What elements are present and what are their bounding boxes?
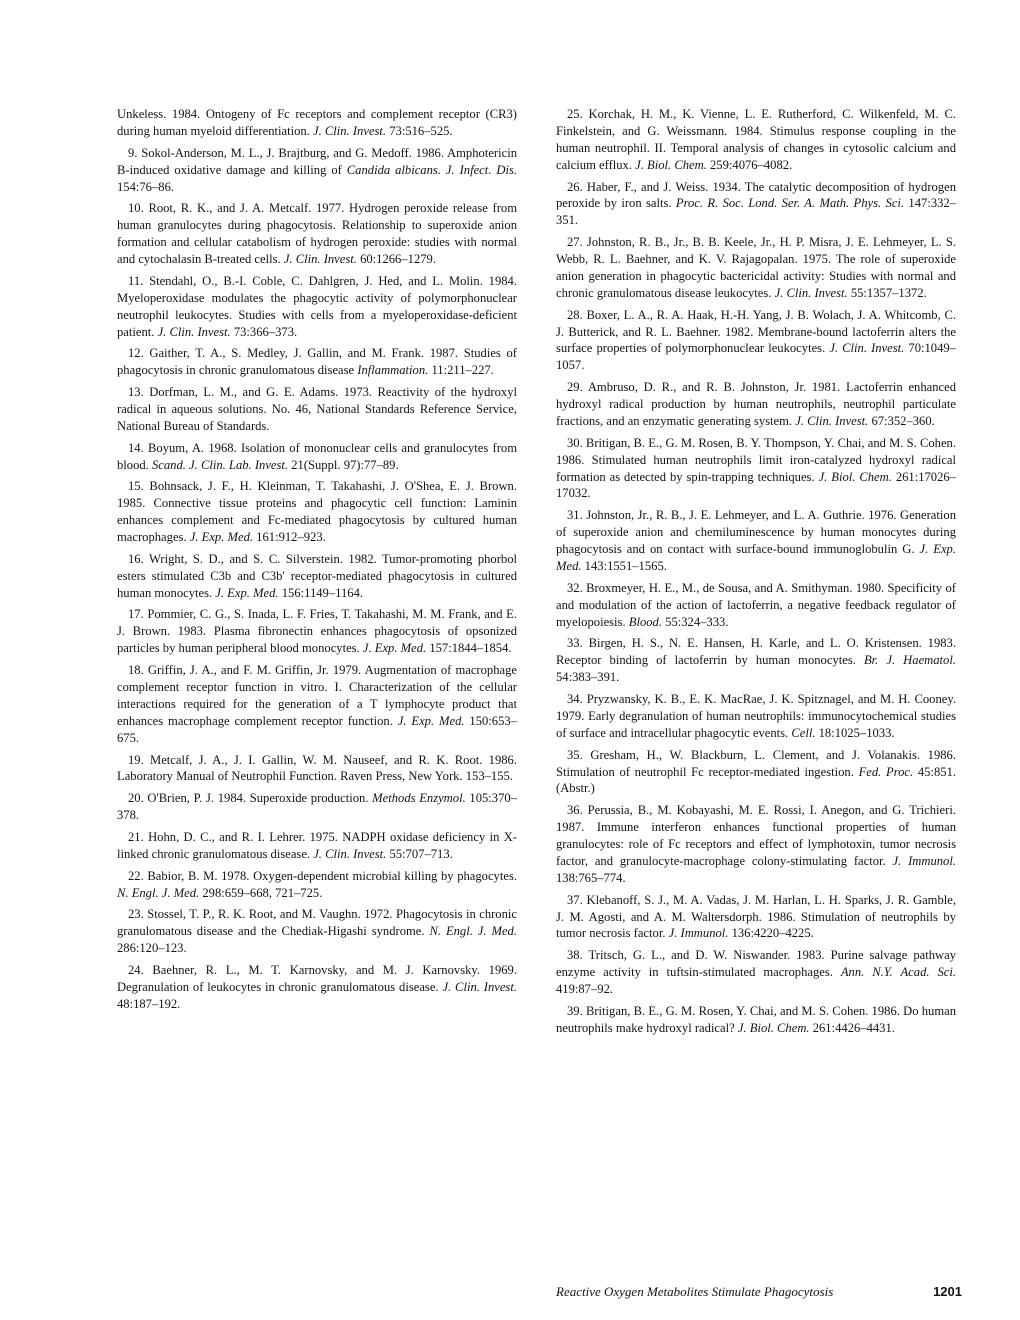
reference-citation: 48:187–192.	[117, 996, 181, 1011]
reference-citation: 157:1844–1854.	[426, 641, 512, 656]
reference-citation: 161:912–923.	[253, 530, 326, 545]
reference-text: 24. Baehner, R. L., M. T. Karnovsky, and M. J. Karnovsky. 1969. Degranulation of leukocytes in chronic granulomatous disease.	[117, 962, 517, 994]
reference-text: 15. Bohnsack, J. F., H. Kleinman, T. Takahashi, J. O'Shea, E. J. Brown. 1985. Connective tissue proteins and phagocytic cell function: Laminin enhances complement and Fc-mediated phagocytosis by cultured human macrophages.	[117, 479, 517, 545]
reference-citation: 138:765–774.	[556, 870, 626, 885]
reference-journal: J. Biol. Chem.	[737, 1020, 810, 1035]
reference-text: 16. Wright, S. D., and S. C. Silverstein. 1982. Tumor-promoting phorbol esters stimulated C3b and C3b' receptor-mediated phagocytosis in cultured human monocytes.	[117, 551, 517, 600]
reference-entry	[556, 691, 956, 742]
reference-journal: J. Clin. Invest.	[442, 979, 517, 994]
reference-entry	[556, 307, 956, 375]
reference-text: 26. Haber, F., and J. Weiss. 1934. The catalytic decomposition of hydrogen peroxide by iron salts.	[556, 179, 956, 211]
reference-text: 38. Tritsch, G. L., and D. W. Niswander. 1983. Purine salvage pathway enzyme activity in tuftsin-stimulated macrophages.	[556, 948, 956, 980]
reference-entry	[556, 179, 956, 230]
reference-entry	[117, 478, 517, 546]
reference-citation: 156:1149–1164.	[278, 585, 364, 600]
reference-citation: 55:707–713.	[386, 846, 453, 861]
reference-citation: 136:4220–4225.	[728, 926, 814, 941]
reference-text: 13. Dorfman, L. M., and G. E. Adams. 1973. Reactivity of the hydroxyl radical in aqueous solutions. No. 46, National Standards Reference Service, National Bureau of Standards.	[117, 385, 517, 433]
page-footer	[556, 1284, 962, 1300]
reference-text: Unkeless. 1984. Ontogeny of Fc receptors and complement receptor (CR3) during human myeloid differentiation.	[117, 107, 517, 138]
reference-text: 17. Pommier, C. G., S. Inada, L. F. Fries, T. Takahashi, M. M. Frank, and E. J. Brown. 1983. Plasma fibronectin enhances phagocytosis of opsonized particles by human peripheral blood monocytes.	[117, 607, 517, 656]
reference-entry	[117, 345, 517, 379]
reference-citation: 150:653–675.	[117, 713, 517, 745]
page-number: 1201	[933, 1284, 962, 1299]
reference-entry	[117, 752, 517, 786]
reference-journal: N. Engl. J. Med.	[429, 924, 517, 939]
reference-journal: J. Clin. Invest.	[774, 285, 848, 300]
reference-journal: J. Clin. Invest.	[157, 324, 231, 339]
reference-citation: 261:17026–17032.	[556, 469, 956, 501]
reference-entry	[556, 635, 956, 686]
reference-entry	[117, 906, 517, 957]
reference-text: 30. Britigan, B. E., G. M. Rosen, B. Y. Thompson, Y. Chai, and M. S. Cohen. 1986. Stimulated human neutrophils limit iron-catalyzed hydroxyl radical formation as detected by spin-trapping techniques.	[556, 435, 956, 484]
reference-citation: 67:352–360.	[868, 413, 935, 428]
reference-citation: 286:120–123.	[117, 941, 187, 956]
reference-journal: J. Exp. Med.	[397, 713, 465, 728]
reference-entry	[117, 440, 517, 474]
reference-text: 9. Sokol-Anderson, M. L., J. Brajtburg, and G. Medoff. 1986. Amphotericin B-induced oxidative damage and killing of	[117, 145, 517, 177]
reference-journal: J. Clin. Invest.	[829, 341, 905, 356]
reference-text: 36. Perussia, B., M. Kobayashi, M. E. Rossi, I. Anegon, and G. Trichieri. 1987. Immune interferon enhances functional properties of human granulocytes: role of Fc receptors and effect of lymphotoxin, tumor necrosis factor, and granulocyte-macrophage colony-stimulating factor.	[556, 803, 956, 868]
reference-text: 27. Johnston, R. B., Jr., B. B. Keele, Jr., H. P. Misra, J. E. Lehmeyer, L. S. Webb, R. L. Baehner, and K. V. Rajagopalan. 1975. The role of superoxide anion generation in phagocytic bactericidal activity: Studies with normal and chronic granulomatous disease leukocytes.	[556, 235, 956, 300]
reference-text: 39. Britigan, B. E., G. M. Rosen, Y. Chai, and M. S. Cohen. 1986. Do human neutrophils make hydroxyl radical?	[556, 1003, 956, 1035]
reference-text: 28. Boxer, L. A., R. A. Haak, H.-H. Yang, J. B. Wolach, J. A. Whitcomb, C. J. Butterick, and R. L. Baehner. 1982. Membrane-bound lactoferrin alters the surface properties of polymorphonuclear leukocytes.	[556, 307, 956, 356]
reference-journal: Fed. Proc.	[858, 764, 914, 779]
references-left-column	[117, 106, 517, 1018]
reference-journal: J. Biol. Chem.	[818, 469, 892, 484]
reference-citation: 18:1025–1033.	[815, 725, 895, 740]
reference-journal: Inflammation.	[357, 363, 429, 378]
reference-entry	[117, 551, 517, 602]
reference-entry	[556, 435, 956, 503]
reference-entry	[117, 106, 517, 140]
references-right-column	[556, 106, 956, 1042]
reference-text: 19. Metcalf, J. A., J. I. Gallin, W. M. Nauseef, and R. K. Root. 1986. Laboratory Manual of Neutrophil Function. Raven Press, New York. 153–155.	[117, 752, 517, 784]
reference-entry	[556, 747, 956, 798]
reference-citation: 298:659–668, 721–725.	[199, 885, 323, 900]
reference-text: 37. Klebanoff, S. J., M. A. Vadas, J. M. Harlan, L. H. Sparks, J. R. Gamble, J. M. Agosti, and A. M. Waltersdorph. 1986. Stimulation of neutrophils by tumor necrosis factor.	[556, 892, 956, 941]
reference-entry	[117, 790, 517, 824]
reference-journal: Methods Enzymol.	[372, 791, 466, 806]
reference-text: 14. Boyum, A. 1968. Isolation of mononuclear cells and granulocytes from blood.	[117, 440, 517, 472]
reference-citation: 73:516–525.	[386, 123, 453, 138]
reference-journal: Br. J. Haematol.	[863, 653, 956, 668]
reference-entry	[117, 868, 517, 902]
reference-journal: Blood.	[628, 614, 662, 629]
reference-journal: J. Clin. Invest.	[283, 252, 357, 267]
reference-journal: Candida albicans. J. Infect. Dis.	[346, 162, 518, 177]
reference-citation: 105:370–378.	[117, 791, 517, 823]
reference-citation: 70:1049–1057.	[556, 341, 956, 373]
reference-text: 11. Stendahl, O., B.-I. Coble, C. Dahlgren, J. Hed, and L. Molin. 1984. Myeloperoxidase modulates the phagocytic activity of polymorphonuclear neutrophil leukocytes. Studies with cells from a myeloperoxidase-deficient patient.	[117, 273, 517, 339]
reference-entry	[117, 829, 517, 863]
reference-journal: Cell.	[791, 725, 816, 740]
reference-journal: Ann. N.Y. Acad. Sci.	[840, 965, 956, 980]
reference-citation: 45:851. (Abstr.)	[556, 764, 957, 796]
reference-text: 18. Griffin, J. A., and F. M. Griffin, Jr. 1979. Augmentation of macrophage complement receptor function in vitro. I. Characterization of the cellular interactions required for the generation of a T lymphocyte product that enhances macrophage complement receptor function.	[117, 663, 517, 728]
reference-entry	[117, 273, 517, 341]
reference-text: 34. Pryzwansky, K. B., E. K. MacRae, J. K. Spitznagel, and M. H. Cooney. 1979. Early degranulation of human neutrophils: immunocytochemical studies of surface and intracellular phagocytic events.	[556, 692, 956, 740]
reference-text: 33. Birgen, H. S., N. E. Hansen, H. Karle, and L. O. Kristensen. 1983. Receptor binding of lactoferrin by human monocytes.	[556, 636, 956, 668]
reference-citation: 261:4426–4431.	[809, 1020, 895, 1035]
reference-text: 25. Korchak, H. M., K. Vienne, L. E. Rutherford, C. Wilkenfeld, M. C. Finkelstein, and G. Weissmann. 1984. Stimulus response coupling in the human neutrophil. II. Temporal analysis of changes in cytosolic calcium and calcium efflux.	[556, 107, 956, 172]
reference-journal: J. Clin. Invest.	[313, 846, 387, 861]
reference-entry	[117, 200, 517, 268]
reference-entry	[117, 145, 517, 196]
reference-journal: N. Engl. J. Med.	[117, 885, 200, 900]
reference-entry	[556, 892, 956, 943]
reference-citation: 54:383–391.	[556, 670, 620, 685]
reference-citation: 147:332–351.	[556, 196, 957, 228]
reference-journal: J. Exp. Med.	[556, 542, 956, 573]
reference-text: 20. O'Brien, P. J. 1984. Superoxide production.	[128, 791, 373, 806]
reference-entry	[117, 606, 517, 657]
reference-citation: 259:4076–4082.	[706, 157, 793, 172]
reference-journal: J. Exp. Med.	[189, 530, 254, 545]
reference-citation: 21(Suppl. 97):77–89.	[288, 457, 399, 472]
running-title: Reactive Oxygen Metabolites Stimulate Phagocytosis	[556, 1284, 834, 1299]
reference-entry	[556, 106, 956, 174]
reference-journal: J. Immunol.	[668, 926, 729, 941]
reference-journal: J. Biol. Chem.	[635, 157, 707, 172]
reference-entry	[117, 384, 517, 435]
reference-text: 31. Johnston, Jr., R. B., J. E. Lehmeyer, and L. A. Guthrie. 1976. Generation of superoxide anion and chemiluminescence by human monocytes during phagocytosis and on contact with surface-bound immunoglobulin G.	[556, 508, 956, 557]
reference-citation: 419:87–92.	[556, 982, 614, 997]
reference-citation: 55:1357–1372.	[847, 285, 927, 300]
reference-journal: Proc. R. Soc. Lond. Ser. A. Math. Phys. Sci.	[675, 196, 905, 211]
reference-citation: 154:76–86.	[117, 179, 175, 194]
reference-citation: 60:1266–1279.	[356, 252, 436, 267]
reference-text: 12. Gaither, T. A., S. Medley, J. Gallin, and M. Frank. 1987. Studies of phagocytosis in chronic granulomatous disease	[117, 346, 517, 378]
reference-journal: J. Clin. Invest.	[312, 123, 387, 138]
reference-citation: 55:324–333.	[662, 614, 729, 629]
reference-text: 32. Broxmeyer, H. E., M., de Sousa, and A. Smithyman. 1980. Specificity of and modulation of the action of lactoferrin, a negative feedback regulator of myelopoiesis.	[556, 580, 956, 629]
reference-text: 35. Gresham, H., W. Blackburn, L. Clement, and J. Volanakis. 1986. Stimulation of neutrophil Fc receptor-mediated ingestion.	[556, 747, 956, 779]
reference-entry	[556, 580, 956, 631]
reference-text: 29. Ambruso, D. R., and R. B. Johnston, Jr. 1981. Lactoferrin enhanced hydroxyl radical production by human neutrophils, neutrophil particulate fractions, and an enzymatic generating system.	[556, 380, 956, 428]
reference-text: 10. Root, R. K., and J. A. Metcalf. 1977. Hydrogen peroxide release from human granulocytes during phagocytosis. Relationship to superoxide anion formation and cellular catabolism of hydrogen peroxide: studies with normal and cytochalasin B-treated cells.	[117, 201, 517, 267]
reference-journal: J. Clin. Invest.	[795, 413, 869, 428]
reference-entry	[556, 379, 956, 430]
reference-text: 21. Hohn, D. C., and R. I. Lehrer. 1975. NADPH oxidase deficiency in X-linked chronic granulomatous disease.	[117, 829, 517, 861]
reference-journal: J. Immunol.	[892, 853, 956, 868]
reference-entry	[117, 662, 517, 747]
reference-journal: J. Exp. Med.	[215, 585, 279, 600]
reference-citation: 73:366–373.	[230, 324, 298, 339]
reference-text: 22. Babior, B. M. 1978. Oxygen-dependent microbial killing by phagocytes.	[128, 868, 517, 883]
reference-journal: J. Exp. Med.	[362, 641, 427, 656]
reference-citation: 143:1551–1565.	[581, 559, 667, 573]
reference-entry	[117, 962, 517, 1013]
reference-journal: Scand. J. Clin. Lab. Invest.	[151, 457, 289, 472]
reference-entry	[556, 947, 956, 998]
reference-entry	[556, 802, 956, 887]
reference-entry	[556, 1003, 956, 1037]
reference-text: 23. Stossel, T. P., R. K. Root, and M. Vaughn. 1972. Phagocytosis in chronic granulomatous disease and the Chediak-Higashi syndrome.	[117, 907, 517, 939]
reference-entry	[556, 234, 956, 302]
reference-entry	[556, 507, 956, 575]
reference-citation: 11:211–227.	[428, 363, 494, 378]
